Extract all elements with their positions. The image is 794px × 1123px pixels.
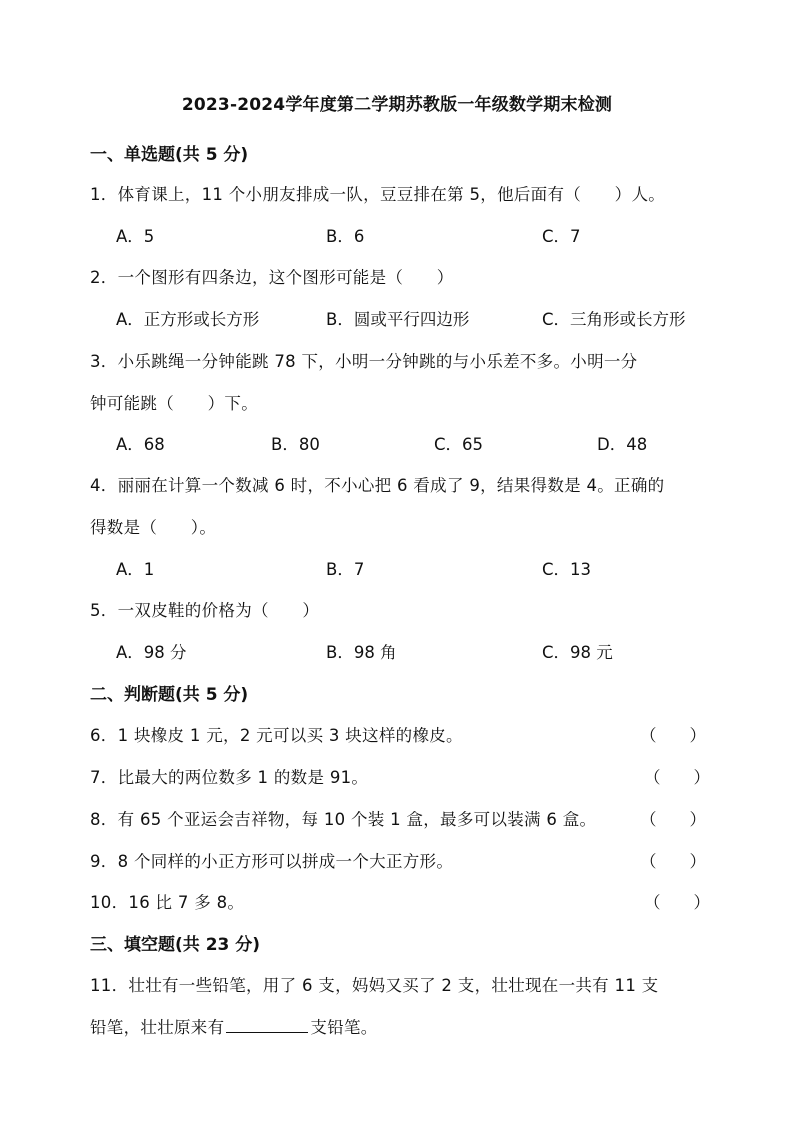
q4-option-a: A．1 [116,560,155,579]
section-heading-true-false: 二、判断题(共 5 分) [90,685,249,705]
section-heading-fill-in: 三、填空题(共 23 分) [90,935,261,955]
question-6: 6．1 块橡皮 1 元，2 元可以买 3 块这样的橡皮。 [90,726,463,745]
question-1: 1．体育课上，11 个小朋友排成一队，豆豆排在第 5，他后面有（ ）人。 [90,185,666,204]
q6-answer-parentheses: （ ） [640,726,706,745]
question-3-line-1: 3．小乐跳绳一分钟能跳 78 下，小明一分钟跳的与小乐差不多。小明一分 [90,352,638,371]
q11-answer-blank[interactable] [226,1016,308,1033]
q2-option-a: A．正方形或长方形 [116,310,260,329]
question-2: 2．一个图形有四条边，这个图形可能是（ ） [90,268,454,287]
question-9: 9．8 个同样的小正方形可以拼成一个大正方形。 [90,852,454,871]
q2-option-b: B．圆或平行四边形 [326,310,470,329]
q2-option-c: C．三角形或长方形 [542,310,686,329]
q3-option-c: C．65 [434,435,484,454]
q3-option-b: B．80 [271,435,320,454]
section-heading-single-choice: 一、单选题(共 5 分) [90,145,249,165]
q5-option-b: B．98 角 [326,643,397,662]
question-10: 10．16 比 7 多 8。 [90,893,245,912]
q1-option-a: A．5 [116,227,155,246]
q11-text-after-blank: 支铅笔。 [310,1018,378,1037]
q7-answer-parentheses: （ ） [644,768,710,787]
question-7: 7．比最大的两位数多 1 的数是 91。 [90,768,369,787]
q5-option-a: A．98 分 [116,643,187,662]
q11-text-before-blank: 铅笔，壮壮原来有 [90,1018,225,1037]
question-5: 5．一双皮鞋的价格为（ ） [90,601,320,620]
question-8: 8．有 65 个亚运会吉祥物，每 10 个装 1 盒，最多可以装满 6 盒。 [90,810,597,829]
q9-answer-parentheses: （ ） [640,852,706,871]
question-4-line-1: 4．丽丽在计算一个数减 6 时，不小心把 6 看成了 9，结果得数是 4。正确的 [90,476,665,495]
page-title: 2023-2024学年度第二学期苏教版一年级数学期末检测 [181,95,613,115]
question-4-line-2: 得数是（ ）。 [90,518,217,537]
q3-option-a: A．68 [116,435,165,454]
q3-option-d: D．48 [597,435,648,454]
question-3-line-2: 钟可能跳（ ）下。 [90,394,258,413]
q8-answer-parentheses: （ ） [640,810,706,829]
question-11-line-1: 11．壮壮有一些铅笔，用了 6 支，妈妈又买了 2 支，壮壮现在一共有 11 支 [90,976,659,995]
q4-option-c: C．13 [542,560,592,579]
q4-option-b: B．7 [326,560,365,579]
q1-option-c: C．7 [542,227,581,246]
q5-option-c: C．98 元 [542,643,613,662]
q10-answer-parentheses: （ ） [644,893,710,912]
question-11-line-2 [90,1014,378,1038]
q1-option-b: B．6 [326,227,365,246]
